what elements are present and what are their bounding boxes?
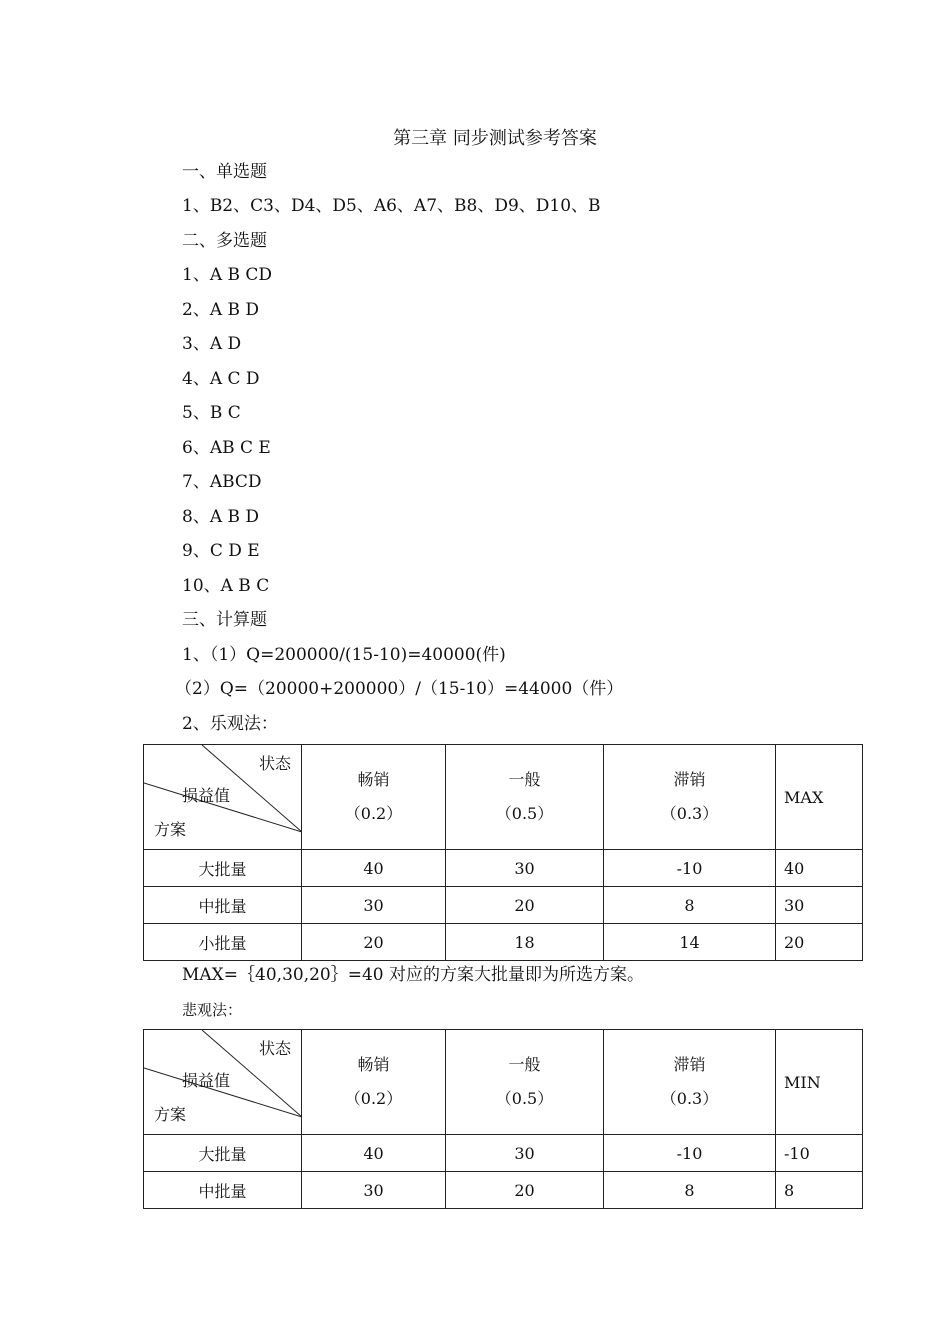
result-cell: 30: [776, 887, 863, 924]
multi-choice-answer: 9、C D E: [182, 541, 260, 561]
column-header: 滞销 （0.3）: [604, 1030, 776, 1135]
result-cell: -10: [776, 1135, 863, 1172]
optimistic-decision-table: [143, 744, 863, 961]
table-cell: 40: [302, 1135, 446, 1172]
table-cell: -10: [604, 1135, 776, 1172]
table-cell: -10: [604, 850, 776, 887]
table-cell: 30: [302, 887, 446, 924]
table-row: [144, 850, 863, 887]
column-header: 畅销 （0.2）: [302, 1030, 446, 1135]
multi-choice-answer: 7、ABCD: [182, 472, 262, 492]
result-cell: 8: [776, 1172, 863, 1209]
row-label: 大批量: [144, 1135, 302, 1172]
calculation-answer-1a: 1、（1）Q=200000/(15-10)=40000(件): [182, 645, 506, 665]
table-cell: 14: [604, 924, 776, 961]
pessimistic-method-heading: 悲观法：: [182, 1001, 243, 1019]
multi-choice-answer: 2、A B D: [182, 300, 260, 320]
calculation-answer-1b: （2）Q=（20000+200000）/（15-10）=44000（件）: [175, 679, 624, 699]
corner-label-value: 损益值: [182, 1071, 231, 1090]
multi-choice-answer: 10、A B C: [182, 576, 270, 596]
corner-label-plan: 方案: [154, 820, 187, 839]
section-heading-multi-choice: 二、多选题: [182, 231, 267, 251]
table-row: [144, 924, 863, 961]
multi-choice-answer: 1、A B CD: [182, 265, 273, 285]
corner-label-value: 损益值: [182, 786, 231, 805]
column-header: 滞销 （0.3）: [604, 745, 776, 850]
result-cell: 40: [776, 850, 863, 887]
row-label: 中批量: [144, 1172, 302, 1209]
corner-label-state: 状态: [258, 1039, 291, 1058]
corner-label-state: 状态: [258, 754, 291, 773]
table-cell: 20: [446, 1172, 604, 1209]
table-cell: 40: [302, 850, 446, 887]
diagonal-header-cell: [144, 745, 302, 850]
corner-label-plan: 方案: [154, 1105, 187, 1124]
multi-choice-answer: 8、A B D: [182, 507, 260, 527]
multi-choice-answer: 5、B C: [182, 403, 241, 423]
multi-choice-answer: 3、A D: [182, 334, 242, 354]
column-header-max: MAX: [776, 745, 863, 850]
table-cell: 20: [302, 924, 446, 961]
column-header-min: MIN: [776, 1030, 863, 1135]
table-header-row: [144, 1030, 863, 1135]
column-header: 一般 （0.5）: [446, 1030, 604, 1135]
table-cell: 30: [302, 1172, 446, 1209]
table-cell: 8: [604, 1172, 776, 1209]
column-header: 畅销 （0.2）: [302, 745, 446, 850]
section-heading-single-choice: 一、单选题: [182, 162, 267, 182]
row-label: 小批量: [144, 924, 302, 961]
optimistic-method-heading: 2、乐观法：: [182, 714, 278, 734]
multi-choice-answer: 4、A C D: [182, 369, 260, 389]
multi-choice-answer: 6、AB C E: [182, 438, 271, 458]
column-header: 一般 （0.5）: [446, 745, 604, 850]
table-header-row: [144, 745, 863, 850]
table-cell: 8: [604, 887, 776, 924]
section-heading-calculation: 三、计算题: [182, 610, 267, 630]
table-cell: 30: [446, 850, 604, 887]
optimistic-conclusion: MAX=｛40,30,20｝=40 对应的方案大批量即为所选方案。: [182, 965, 645, 985]
row-label: 大批量: [144, 850, 302, 887]
table-row: [144, 1135, 863, 1172]
page-title: 第三章 同步测试参考答案: [393, 128, 597, 149]
row-label: 中批量: [144, 887, 302, 924]
table-cell: 30: [446, 1135, 604, 1172]
single-choice-answers: 1、B2、C3、D4、D5、A6、A7、B8、D9、D10、B: [182, 196, 601, 216]
table-row: [144, 887, 863, 924]
table-row: [144, 1172, 863, 1209]
result-cell: 20: [776, 924, 863, 961]
pessimistic-decision-table: [143, 1029, 863, 1209]
diagonal-header-cell: [144, 1030, 302, 1135]
table-cell: 18: [446, 924, 604, 961]
table-cell: 20: [446, 887, 604, 924]
